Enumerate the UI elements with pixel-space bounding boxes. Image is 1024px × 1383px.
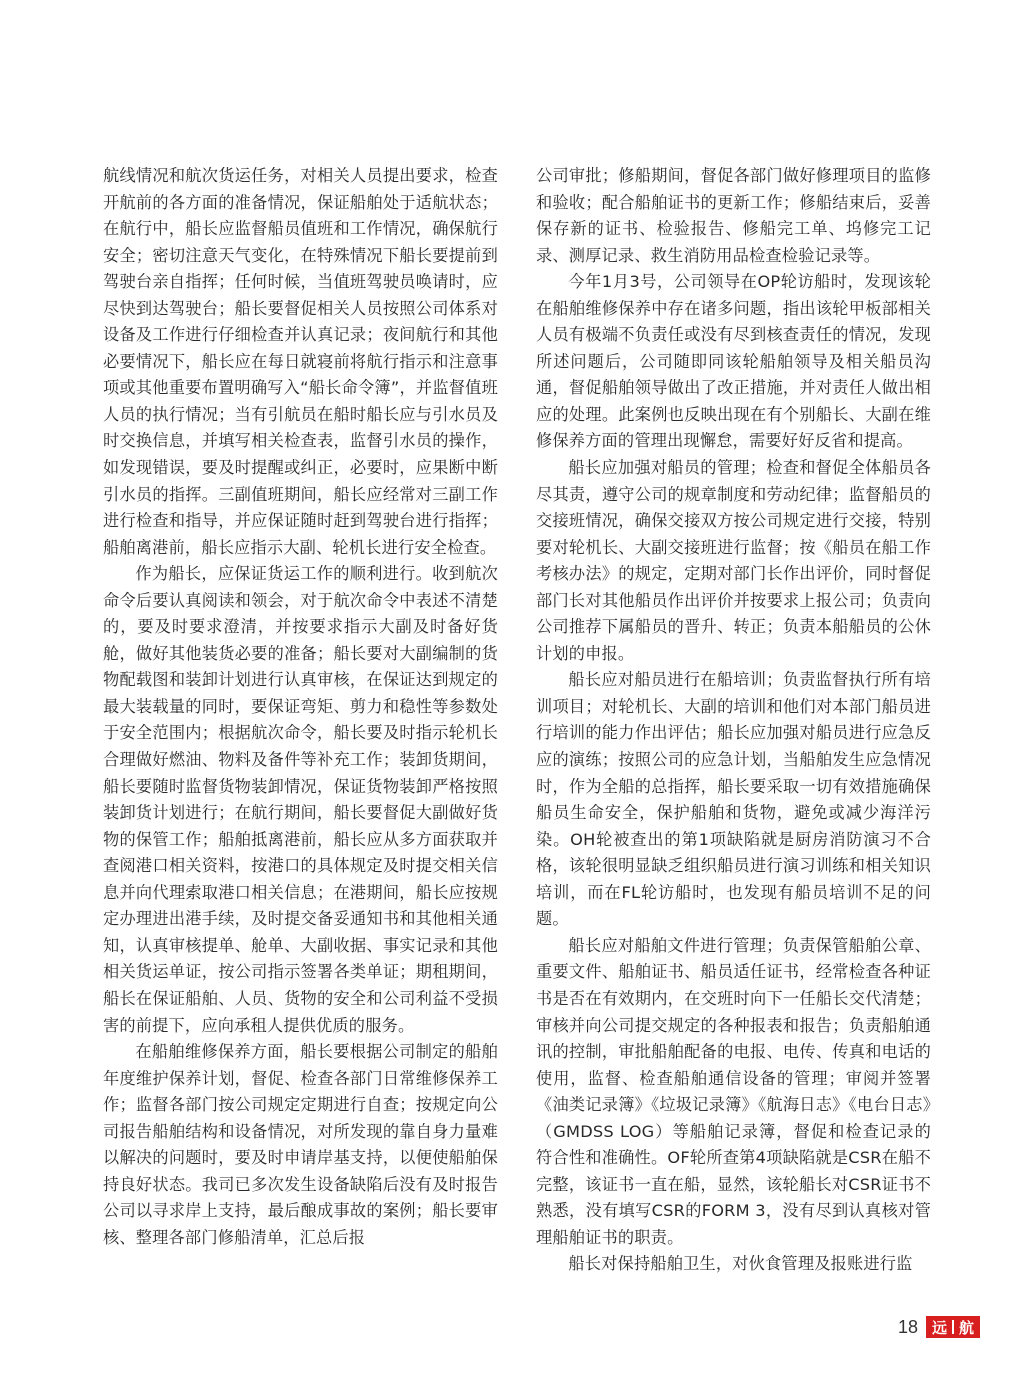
paragraph: 船长应对船舶文件进行管理；负责保管船舶公章、重要文件、船舶证书、船员适任证书，经常检查各种证书是否在有效期内，在交班时向下一任船长交代清楚；审核并向公司提交规定的各种报表和报告；负责船舶通讯的控制，审批船舶配备的电报、电传、传真和电话的使用，监督、检查船舶通信设备的管理；审阅并签署《油类记录簿》《垃圾记录簿》《航海日志》《电台日志》（GMDSS LOG）等船舶记录簿，督促和检查记录的符合性和准确性。OF轮所查第4项缺陷就是CSR在船不完整，该证书一直在船，显然，该轮船长对CSR证书不熟悉，没有填写CSR的FORM 3，没有尽到认真核对管理船舶证书的职责。 xyxy=(536,935,931,1247)
page-footer xyxy=(898,1316,980,1338)
paragraph: 船长对保持船舶卫生，对伙食管理及报账进行监 xyxy=(568,1254,913,1274)
paragraph: 航线情况和航次货运任务，对相关人员提出要求，检查开航前的各方面的准备情况，保证船舶处于适航状态；在航行中，船长应监督船员值班和工作情况，确保航行安全；密切注意天气变化，在特殊情况下船长要提前到驾驶台亲自指挥；任何时候，当值班驾驶员唤请时，应尽快到达驾驶台；船长要督促相关人员按照公司体系对设备及工作进行仔细检查并认真记录；夜间航行和其他必要情况下，船长应在每日就寝前将航行指示和注意事项或其他重要布置明确写入“船长命令簿”，并监督值班人员的执行情况；当有引航员在船时船长应与引水员及时交换信息，并填写相关检查表，监督引水员的操作，如发现错误，要及时提醒或纠正，必要时，应果断中断引水员的指挥。三副值班期间，船长应经常对三副工作进行检查和指导，并应保证随时赶到驾驶台进行指挥；船舶离港前，船长应指示大副、轮机长进行安全检查。 xyxy=(103,166,498,557)
magazine-masthead-logo xyxy=(926,1316,980,1338)
masthead-char: 远 xyxy=(931,1318,947,1337)
page-number: 18 xyxy=(897,1316,918,1337)
paragraph: 作为船长，应保证货运工作的顺利进行。收到航次命令后要认真阅读和领会，对于航次命令中表述不清楚的，要及时要求澄清，并按要求指示大副及时备好货舱，做好其他装货必要的准备；船长要对大副编制的货物配载图和装卸计划进行认真审核，在保证达到规定的最大装载量的同时，要保证弯矩、剪力和稳性等参数处于安全范围内；根据航次命令，船长要及时指示轮机长合理做好燃油、物料及备件等补充工作；装卸货期间，船长要随时监督货物装卸情况，保证货物装卸严格按照装卸货计划进行；在航行期间，船长要督促大副做好货物的保管工作；船舶抵离港前，船长应从多方面获取并查阅港口相关资料，按港口的具体规定及时提交相关信息并向代理索取港口相关信息；在港期间，船长应按规定办理进出港手续，及时提交备妥通知书和其他相关通知，认真审核提单、舱单、大副收据、事实记录和其他相关货运单证，按公司指示签署各类单证；期租期间，船长在保证船舶、人员、货物的安全和公司利益不受损害的前提下，应向承租人提供优质的服务。 xyxy=(103,564,498,1035)
paragraph: 今年1月3号，公司领导在OP轮访船时，发现该轮在船舶维修保养中存在诸多问题，指出该轮甲板部相关人员有极端不负责任或没有尽到核查责任的情况，发现所述问题后，公司随即同该轮船舶领导及相关船员沟通，督促船舶领导做出了改正措施，并对责任人做出相应的处理。此案例也反映出现在有个别船长、大副在维修保养方面的管理出现懈怠，需要好好反省和提高。 xyxy=(536,272,931,451)
left-text-column xyxy=(103,163,498,1251)
masthead-char: 航 xyxy=(958,1318,974,1337)
paragraph: 在船舶维修保养方面，船长要根据公司制定的船舶年度维护保养计划，督促、检查各部门日常维修保养工作；监督各部门按公司规定定期进行自查；按规定向公司报告船舶结构和设备情况，对所发现的靠自身力量难以解决的问题时，要及时申请岸基支持，以便使船舶保持良好状态。我司已多次发生设备缺陷后没有及时报告公司以寻求岸上支持，最后酿成事故的案例；船长要审核、整理各部门修船清单，汇总后报 xyxy=(103,1042,498,1247)
masthead-divider xyxy=(952,1320,954,1334)
paragraph: 公司审批；修船期间，督促各部门做好修理项目的监修和验收；配合船舶证书的更新工作；修船结束后，妥善保存新的证书、检验报告、修船完工单、坞修完工记录、测厚记录、救生消防用品检查检验记录等。 xyxy=(536,166,931,265)
paragraph: 船长应对船员进行在船培训；负责监督执行所有培训项目；对轮机长、大副的培训和他们对本部门船员进行培训的能力作出评估；船长应加强对船员进行应急反应的演练；按照公司的应急计划，当船舶发生应急情况时，作为全船的总指挥，船长要采取一切有效措施确保船员生命安全，保护船舶和货物，避免或减少海洋污染。OH轮被查出的第1项缺陷就是厨房消防演习不合格，该轮很明显缺乏组织船员进行演习训练和相关知识培训，而在FL轮访船时，也发现有船员培训不足的问题。 xyxy=(536,670,931,929)
paragraph: 船长应加强对船员的管理；检查和督促全体船员各尽其责，遵守公司的规章制度和劳动纪律；监督船员的交接班情况，确保交接双方按公司规定进行交接，特别要对轮机长、大副交接班进行监督；按《船员在船工作考核办法》的规定，定期对部门长作出评价，同时督促部门长对其他船员作出评价并按要求上报公司；负责向公司推荐下属船员的晋升、转正；负责本船船员的公休计划的申报。 xyxy=(536,458,931,663)
right-text-column xyxy=(536,163,931,1278)
